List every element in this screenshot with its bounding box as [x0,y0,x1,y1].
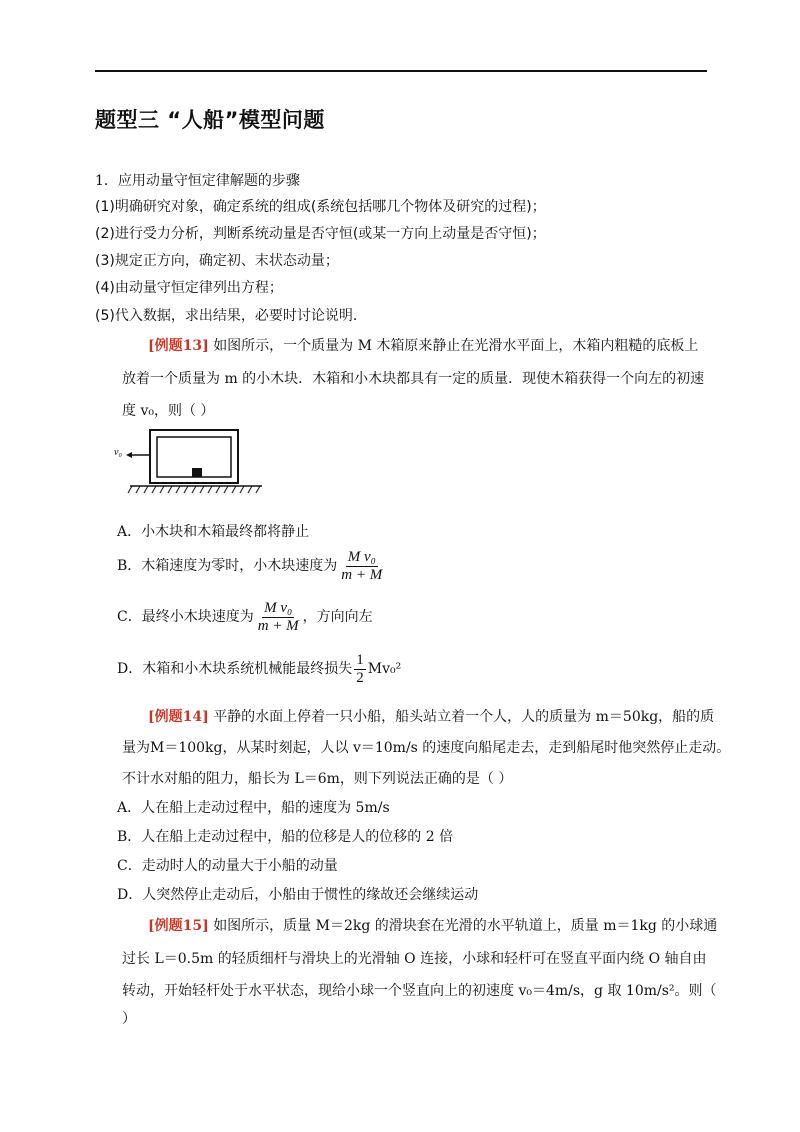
example13-option-d [117,652,401,686]
fraction-denominator: 2 [356,669,364,686]
example13-option-c [117,600,373,634]
page-title: 题型三 “人船”模型问题 [95,108,325,132]
example13-option-b [117,549,386,583]
example13-line1 [148,335,698,355]
example14-option-d: D．人突然停止走动后，小船由于惯性的缘故还会继续运动 [117,887,479,903]
example13-line3: 度 v₀，则（ ） [122,403,215,419]
example14-option-b: B．人在船上走动过程中，船的位移是人的位移的 2 倍 [117,829,454,845]
fraction-numerator: 1 [356,652,364,668]
example15-line3: 转动，开始轻杆处于水平状态，现给小球一个竖直向上的初速度 v₀＝4m/s，g 取 10m/s²。则（ [122,983,717,999]
step-item: (5)代入数据，求出结果，必要时讨论说明． [95,308,367,324]
example14-line3: 不计水对船的阻力，船长为 L＝6m，则下列说法正确的是（ ） [122,771,513,787]
example14-line1 [148,706,714,726]
option-c-text: C．最终小木块速度为 [117,609,254,625]
step-item: (1)明确研究对象，确定系统的组成(系统包括哪几个物体及研究的过程)； [95,199,546,215]
example15-tag: [例题15] [148,918,209,934]
velocity-label: v₀ [114,447,122,458]
step-item: (3)规定正方向，确定初、末状态动量； [95,253,339,269]
example15-line2: 过长 L＝0.5m 的轻质细杆与滑块上的光滑轴 O 连接，小球和轻杆可在竖直平面内绕 O 轴自由 [122,951,707,967]
example14-option-c: C．走动时人的动量大于小船的动量 [117,858,338,874]
box-on-floor-diagram [112,425,267,497]
example14-line2: 量为M＝100kg，从某时刻起，人以 v＝10m/s 的速度向船尾走去，走到船尾时他突然停止走动。 [122,740,731,756]
velocity-arrowhead [126,452,132,458]
example14-option-a: A．人在船上走动过程中，船的速度为 5m/s [117,800,390,816]
example14-tag: [例题14] [148,709,209,725]
example14-text: 平静的水面上停着一只小船，船头站立着一个人，人的质量为 m＝50kg，船的质 [213,709,715,725]
example13-tag: [例题13] [148,338,209,354]
step-item: (2)进行受力分析，判断系统动量是否守恒(或某一方向上动量是否守恒)； [95,226,546,242]
option-d-suffix: Mv₀² [367,661,402,677]
example15-line4: ） [122,1011,136,1027]
fraction-denominator: m + M [257,617,299,634]
fraction-mv0-over-m-plus-m [256,600,301,634]
example13-text: 如图所示，一个质量为 M 木箱原来静止在光滑水平面上，木箱内粗糙的底板上 [213,338,699,354]
example13-option-a: A．小木块和木箱最终都将静止 [117,524,310,540]
option-b-text: B．木箱速度为零时，小木块速度为 [117,558,338,574]
option-c-suffix: ，方向向左 [302,609,373,625]
fraction-one-half [354,652,366,686]
fraction-denominator: m + M [341,566,383,583]
step-item: (4)由动量守恒定律列出方程； [95,280,283,296]
option-d-text: D．木箱和小木块系统机械能最终损失 [117,661,353,677]
floor-hatching [128,486,260,493]
example15-text: 如图所示，质量 M＝2kg 的滑块套在光滑的水平轨道上，质量 m＝1kg 的小球通 [213,918,718,934]
small-block [192,468,202,477]
header-rule [95,70,707,72]
example13-line2: 放着一个质量为 m 的小木块．木箱和小木块都具有一定的质量．现使木箱获得一个向左的初速 [122,371,705,387]
example15-line1 [148,915,717,935]
fraction-numerator: M v₀ [264,600,293,616]
steps-heading: 1．应用动量守恒定律解题的步骤 [95,173,300,189]
fraction-numerator: M v₀ [347,549,376,565]
fraction-mv0-over-m-plus-m [339,549,384,583]
